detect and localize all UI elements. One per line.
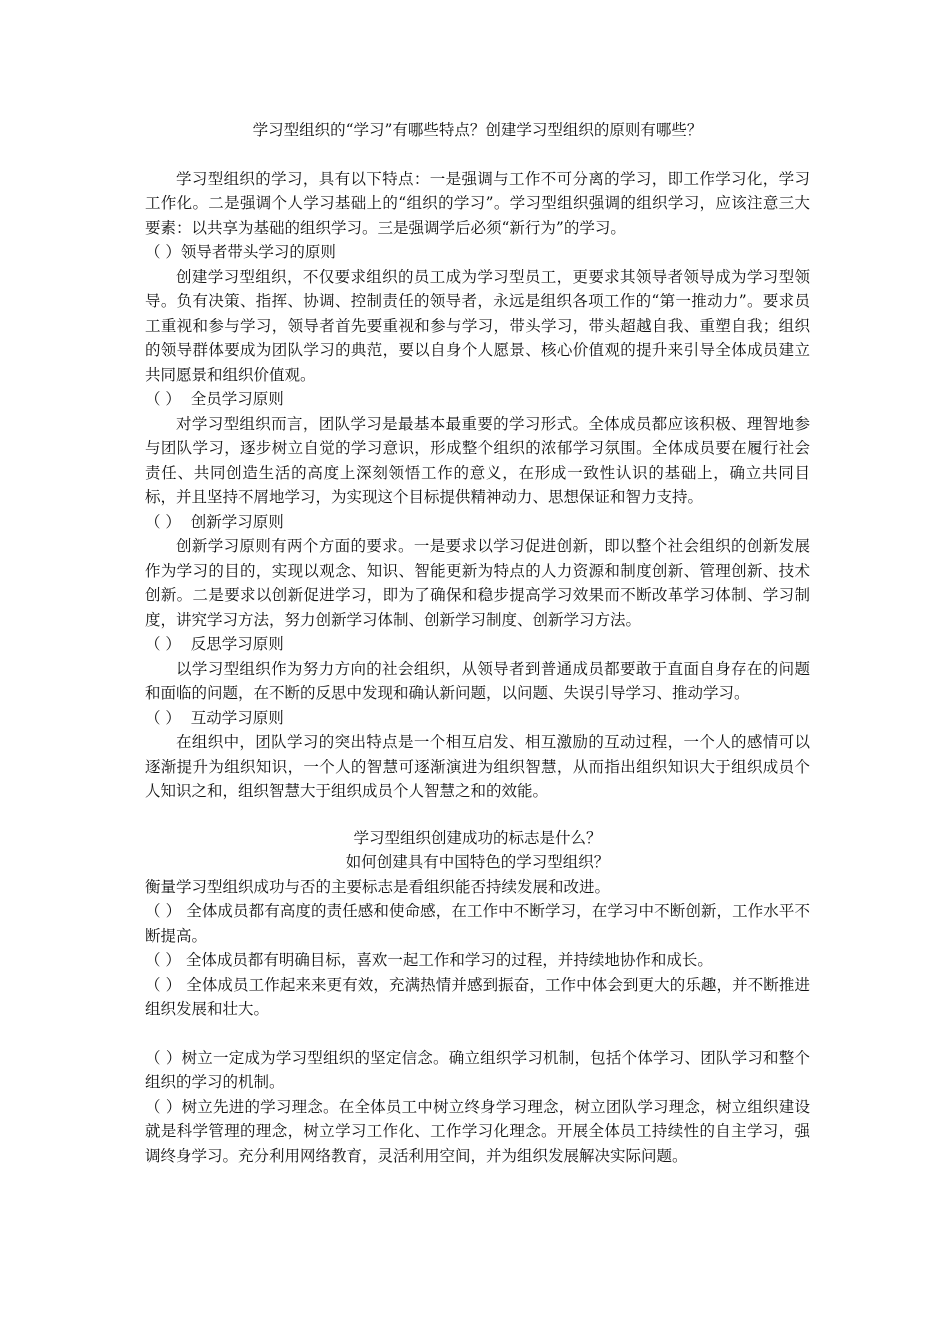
section-2-title-line-2: 如何创建具有中国特色的学习型组织？: [345, 853, 610, 871]
section-2-title-line-1: 学习型组织创建成功的标志是什么？: [353, 828, 602, 847]
principle-2-body: 对学习型组织而言，团队学习是最基本最重要的学习形式。全体成员都应该积极、理智地参与团队学习，逐步树立自觉的学习意识，形成整个组织的浓郁学习氛围。全体成员要在履行社会责任、共同创造生活的高度上深刻领悟工作的意义，在形成一致性认识的基础上，确立共同目标，并且坚持不屑地学习，为实现这个目标提供精神动力、思想保证和智力支持。: [145, 414, 810, 506]
method-1: （ ）树立一定成为学习型组织的坚定信念。确立组织学习机制，包括个体学习、团队学习和整个组织的学习的机制。: [145, 1048, 810, 1091]
principle-4-body: 以学习型组织作为努力方向的社会组织，从领导者到普通成员都要敢于直面自身存在的问题和面临的问题，在不断的反思中发现和确认新问题，以问题、失误引导学习、推动学习。: [145, 659, 810, 702]
success-mark-2: （ ） 全体成员都有明确目标，喜欢一起工作和学习的过程，并持续地协作和成长。: [145, 951, 713, 969]
document-body: [145, 118, 810, 1168]
principle-3-body: 创新学习原则有两个方面的要求。一是要求以学习促进创新，即以整个社会组织的创新发展作为学习的目的，实现以观念、知识、智能更新为特点的人力资源和制度创新、管理创新、技术创新。二是要求以创新促进学习，即为了确保和稳步提高学习效果而不断改革学习体制、学习制度，讲究学习方法，努力创新学习体制、创新学习制度、创新学习方法。: [145, 537, 810, 629]
method-2: （ ）树立先进的学习理念。在全体员工中树立终身学习理念，树立团队学习理念，树立组织建设就是科学管理的理念，树立学习工作化、工作学习化理念。开展全体员工持续性的自主学习，强调终身学习。充分利用网络教育，灵活利用空间，并为组织发展解决实际问题。: [145, 1097, 810, 1165]
spacer: [145, 804, 810, 826]
principle-1-heading: （ ）领导者带头学习的原则: [145, 243, 336, 261]
principle-3-heading: （ ） 创新学习原则: [145, 512, 284, 531]
section-2-lead: 衡量学习型组织成功与否的主要标志是看组织能否持续发展和改进。: [145, 877, 611, 896]
section-1-intro: 学习型组织的学习，具有以下特点：一是强调与工作不可分离的学习，即工作学习化，学习工作化。二是强调个人学习基础上的“组织的学习”。学习型组织强调的组织学习，应该注意三大要素：以共享为基础的组织学习。三是强调学后必须“新行为”的学习。: [145, 169, 810, 237]
section-1-title: 学习型组织的“学习”有哪些特点？创建学习型组织的原则有哪些？: [252, 121, 703, 139]
spacer: [145, 143, 810, 167]
spacer: [145, 1022, 810, 1046]
success-mark-3: （ ） 全体成员工作起来来更有效，充满热情并感到振奋，工作中体会到更大的乐趣，并不断推进组织发展和壮大。: [145, 975, 810, 1018]
principle-4-heading: （ ） 反思学习原则: [145, 635, 284, 653]
principle-5-heading: （ ） 互动学习原则: [145, 708, 284, 727]
principle-5-body: 在组织中，团队学习的突出特点是一个相互启发、相互激励的互动过程，一个人的感情可以逐渐提升为组织知识，一个人的智慧可逐渐演进为组织智慧，从而指出组织知识大于组织成员个人知识之和，组织智慧大于组织成员个人智慧之和的效能。: [145, 733, 810, 800]
principle-1-body: 创建学习型组织，不仅要求组织的员工成为学习型员工，更要求其领导者领导成为学习型领导。负有决策、指挥、协调、控制责任的领导者，永远是组织各项工作的“第一推动力”。要求员工重视和参与学习，领导者首先要重视和参与学习，带头学习，带头超越自我、重塑自我；组织的领导群体要成为团队学习的典范，要以自身个人愿景、核心价值观的提升来引导全体成员建立共同愿景和组织价值观。: [145, 267, 810, 384]
principle-2-heading: （ ） 全员学习原则: [145, 390, 284, 408]
success-mark-1: （ ） 全体成员都有高度的责任感和使命感，在工作中不断学习，在学习中不断创新，工作水平不断提高。: [145, 902, 810, 945]
